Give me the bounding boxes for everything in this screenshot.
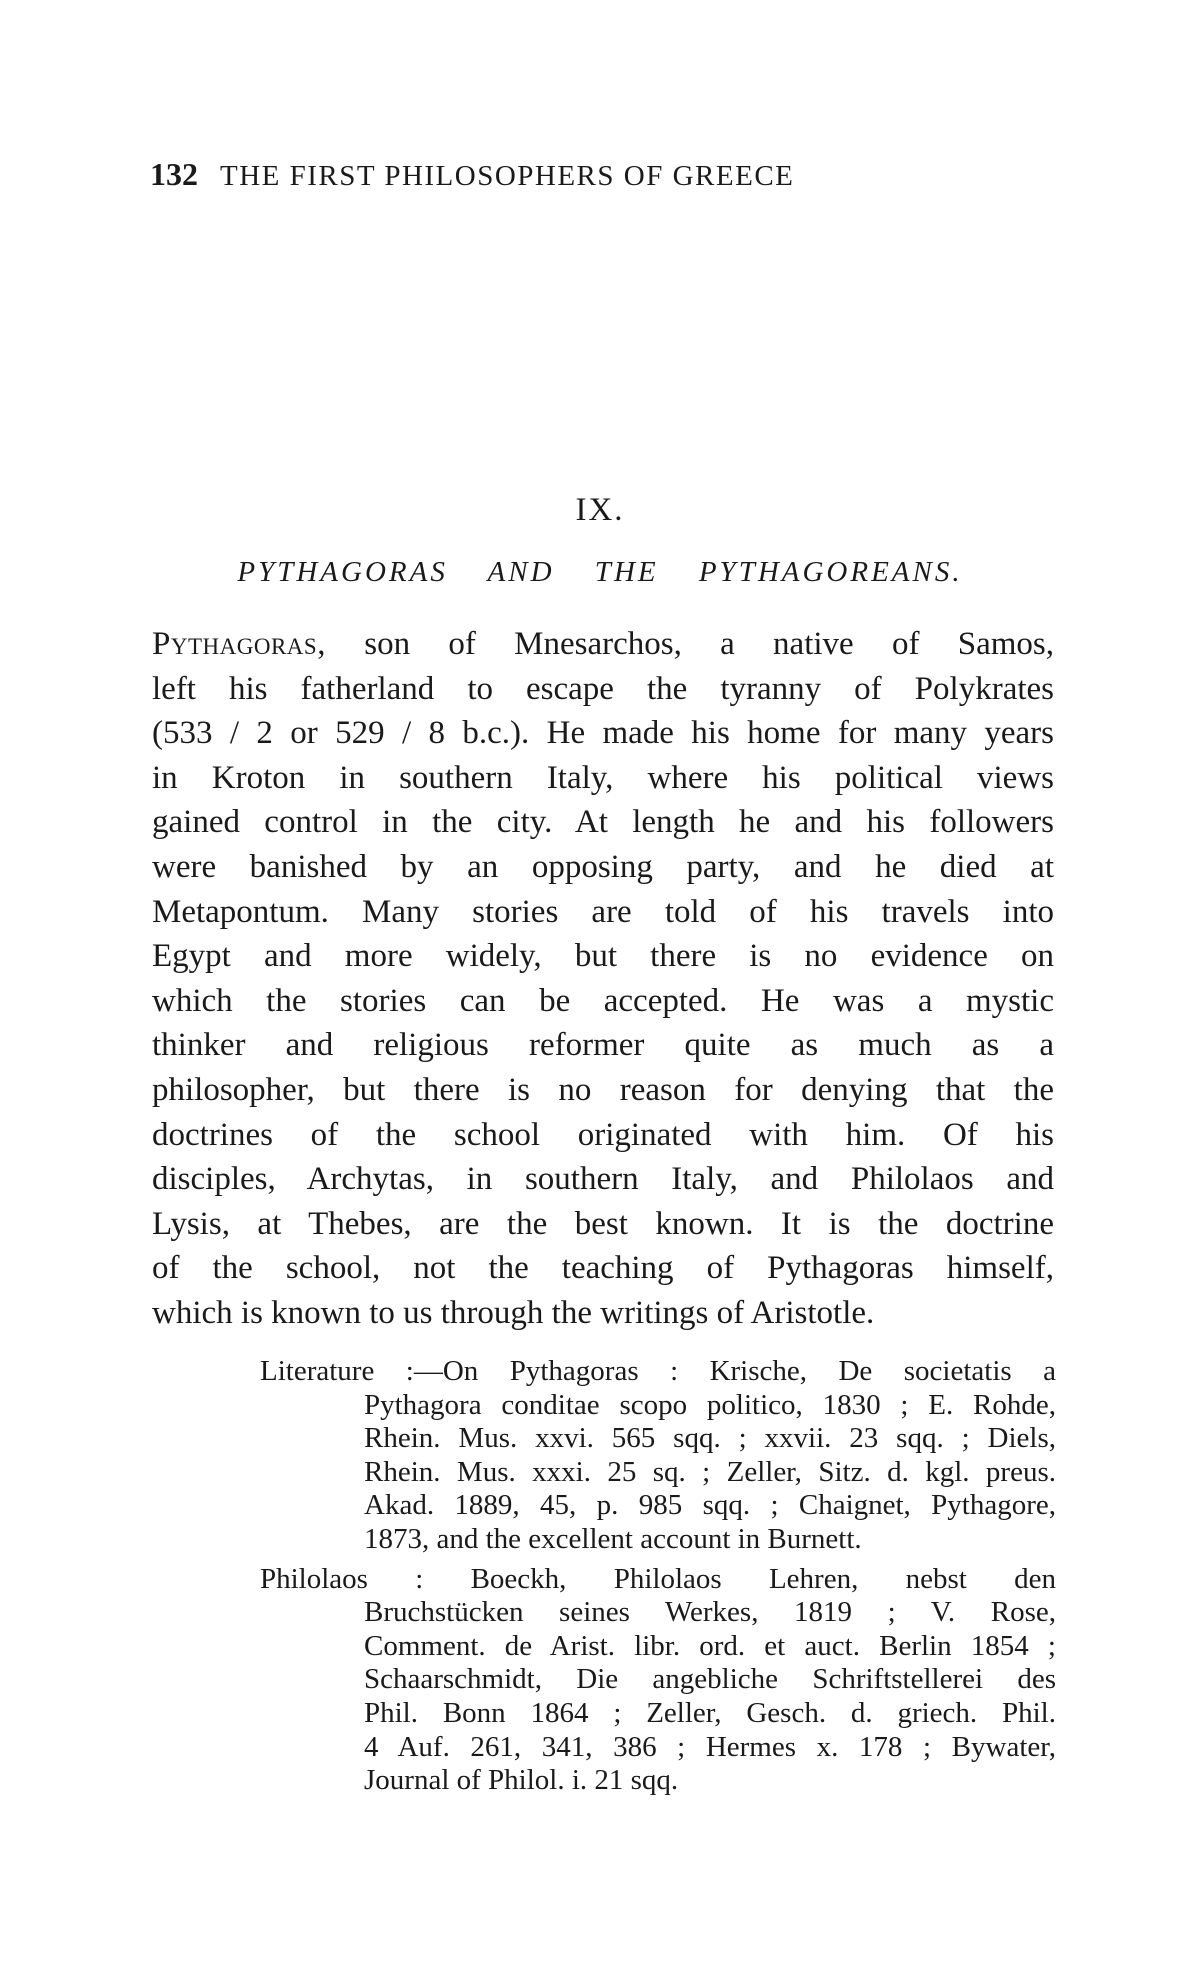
reference-line: Comment. de Arist. libr. ord. et auct. Berlin 1854 ; [364,1629,1056,1662]
reference-line: Philolaos : Boeckh, Philolaos Lehren, nebst den [260,1562,1056,1595]
reference-pythagoras [260,1355,1056,1557]
reference-philolaos [260,1563,1056,1798]
body-line: disciples, Archytas, in southern Italy, and Philolaos and [152,1161,1054,1198]
reference-line: Akad. 1889, 45, p. 985 sqq. ; Chaignet, Pythagore, [364,1489,1056,1522]
literature-references [260,1355,1056,1804]
running-head [150,156,1050,193]
opening-word: Pythagoras, [152,626,326,662]
body-line: Pythagoras, son of Mnesarchos, a native of Samos, [152,626,1054,662]
reference-line: Rhein. Mus. xxvi. 565 sqq. ; xxvii. 23 sqq. ; Diels, [364,1422,1056,1455]
reference-line: Phil. Bonn 1864 ; Zeller, Gesch. d. griech. Phil. [364,1696,1056,1729]
body-line: Metapontum. Many stories are told of his travels into [152,893,1054,930]
body-line: which the stories can be accepted. He was a mystic [152,982,1054,1019]
body-line: philosopher, but there is no reason for denying that the [152,1071,1054,1108]
reference-line: Literature :—On Pythagoras : Krische, De societatis a [260,1355,1056,1387]
body-line: in Kroton in southern Italy, where his political views [152,759,1054,796]
body-line: thinker and religious reformer quite as much as a [152,1027,1054,1064]
body-line: of the school, not the teaching of Pythagoras himself, [152,1250,1054,1287]
reference-line: Bruchstücken seines Werkes, 1819 ; V. Rose, [364,1596,1056,1629]
body-line: Lysis, at Thebes, are the best known. It is the doctrine [152,1205,1054,1242]
body-line: which is known to us through the writings of Aristotle. [152,1294,875,1331]
reference-line: 4 Auf. 261, 341, 386 ; Hermes x. 178 ; Bywater, [364,1730,1056,1763]
reference-line: Pythagora conditae scopo politico, 1830 ; E. Rohde, [364,1388,1056,1421]
body-line: (533 / 2 or 529 / 8 b.c.). He made his home for many years [152,715,1054,752]
chapter-number: IX. [575,492,625,528]
reference-line: Schaarschmidt, Die angebliche Schriftstellerei des [364,1663,1056,1696]
running-head-title: THE FIRST PHILOSOPHERS OF GREECE [220,160,795,192]
body-line: gained control in the city. At length he and his followers [152,804,1054,841]
body-paragraph [152,622,1054,1336]
reference-line: Rhein. Mus. xxxi. 25 sq. ; Zeller, Sitz. d. kgl. preus. [364,1455,1056,1488]
reference-line: Journal of Philol. i. 21 sqq. [364,1764,679,1797]
body-line: were banished by an opposing party, and he died at [152,848,1054,885]
body-line: doctrines of the school originated with him. Of his [152,1116,1054,1153]
body-line: Egypt and more widely, but there is no evidence on [152,938,1054,975]
page-number: 132 [150,156,198,192]
body-line: left his fatherland to escape the tyranny of Polykrates [152,670,1054,707]
reference-line: 1873, and the excellent account in Burnett. [364,1522,862,1555]
chapter-title: PYTHAGORAS AND THE PYTHAGOREANS. [237,556,963,588]
